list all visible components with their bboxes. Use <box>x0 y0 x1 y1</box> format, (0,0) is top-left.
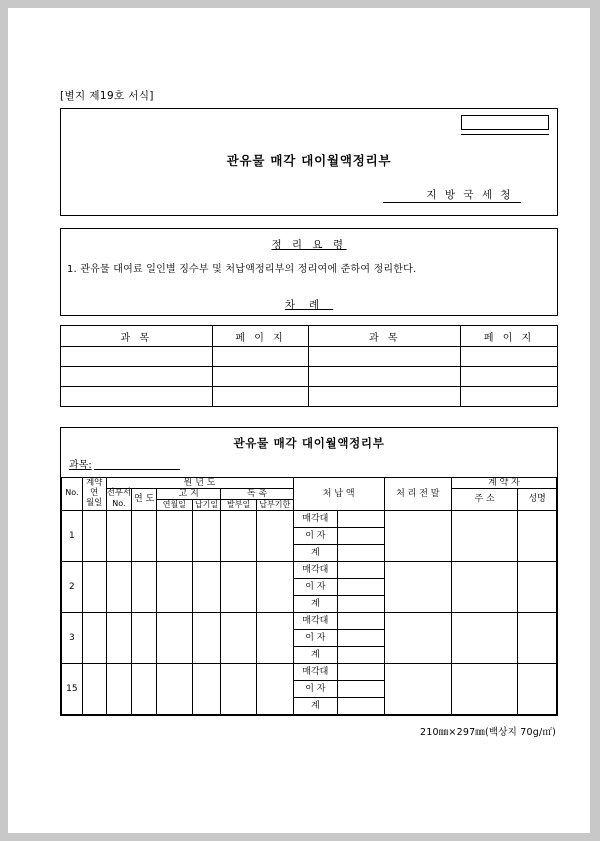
main-register-title: 관유물 매각 대이월액정리부 <box>233 436 385 450</box>
cell-contract-date[interactable] <box>82 510 106 561</box>
cell-address[interactable] <box>451 510 517 561</box>
toc-heading-right: 례 <box>309 299 334 311</box>
cell-transfer-doc-no[interactable] <box>106 561 132 612</box>
amount-label-total: 계 <box>293 646 338 663</box>
register-grid <box>61 477 557 715</box>
toc-cell-page[interactable] <box>461 347 558 367</box>
amount-label-interest: 이 자 <box>293 680 338 697</box>
cell-amount-total[interactable] <box>338 646 385 663</box>
cell-address[interactable] <box>451 663 517 714</box>
cell-disposal[interactable] <box>384 561 451 612</box>
amount-label-sale: 매각대 <box>293 612 338 629</box>
contract-date-line-3: 월일 <box>85 497 103 508</box>
document-page <box>8 8 590 833</box>
toc-heading <box>61 297 557 312</box>
cell-urge-due[interactable] <box>256 612 293 663</box>
cell-amount-interest[interactable] <box>338 578 385 595</box>
cell-year[interactable] <box>132 510 157 561</box>
col-header-original-year: 원 년 도 <box>106 478 293 489</box>
toc-cell-item[interactable] <box>61 347 213 367</box>
cell-year[interactable] <box>132 612 157 663</box>
subject-field <box>69 456 557 471</box>
toc-cell-item[interactable] <box>309 367 461 387</box>
amount-label-sale: 매각대 <box>293 510 338 527</box>
col-header-notice: 고 지 <box>157 489 221 500</box>
cell-notice-due[interactable] <box>192 663 221 714</box>
col-header-address: 주 소 <box>451 489 517 511</box>
col-header-notice-date: 연월일 <box>157 500 193 510</box>
guideline-box <box>60 228 558 316</box>
transfer-doc-line-1: 전부서 <box>106 488 132 499</box>
cell-transfer-doc-no[interactable] <box>106 510 132 561</box>
cell-contract-date[interactable] <box>82 663 106 714</box>
agency-underline <box>383 202 521 203</box>
cell-amount-interest[interactable] <box>338 680 385 697</box>
agency-name: 지 방 국 세 청 <box>426 189 513 201</box>
toc-cell-item[interactable] <box>309 387 461 407</box>
cell-amount-total[interactable] <box>338 697 385 714</box>
document-title: 관유물 매각 대이월액정리부 <box>226 153 392 168</box>
col-header-notice-due: 납기일 <box>192 500 221 510</box>
col-header-no: No. <box>62 478 83 511</box>
table-row <box>61 347 558 367</box>
grid-header-row-1 <box>62 478 557 489</box>
col-header-name: 성명 <box>518 489 557 511</box>
table-row <box>62 612 557 629</box>
cell-address[interactable] <box>451 561 517 612</box>
cell-urge-due[interactable] <box>256 663 293 714</box>
toc-cell-page[interactable] <box>212 367 309 387</box>
row-number: 2 <box>62 561 83 612</box>
row-number: 1 <box>62 510 83 561</box>
toc-cell-item[interactable] <box>309 347 461 367</box>
contract-date-line-2: 연 <box>90 487 99 498</box>
transfer-doc-line-2: No. <box>112 498 126 508</box>
toc-header-page-2: 페 이 지 <box>461 326 558 347</box>
cell-amount-sale[interactable] <box>338 561 385 578</box>
row-number: 3 <box>62 612 83 663</box>
col-header-disposal: 처 리 전 말 <box>384 478 451 511</box>
paper-specification: 210㎜×297㎜(백상지 70g/㎡) <box>419 726 556 738</box>
cell-name[interactable] <box>518 510 557 561</box>
toc-cell-page[interactable] <box>212 347 309 367</box>
cell-disposal[interactable] <box>384 510 451 561</box>
subject-label: 과목: <box>69 460 92 471</box>
cell-amount-sale[interactable] <box>338 612 385 629</box>
cell-transfer-doc-no[interactable] <box>106 663 132 714</box>
cell-urge-due[interactable] <box>256 561 293 612</box>
table-of-contents <box>60 325 558 407</box>
toc-cell-page[interactable] <box>461 387 558 407</box>
cell-contract-date[interactable] <box>82 612 106 663</box>
cell-urge-issued[interactable] <box>221 561 257 612</box>
cell-notice-date[interactable] <box>157 510 193 561</box>
amount-label-sale: 매각대 <box>293 561 338 578</box>
cell-urge-issued[interactable] <box>221 663 257 714</box>
register-body <box>62 510 557 714</box>
table-row <box>61 387 558 407</box>
amount-label-interest: 이 자 <box>293 578 338 595</box>
cell-notice-due[interactable] <box>192 561 221 612</box>
cell-transfer-doc-no[interactable] <box>106 612 132 663</box>
amount-label-total: 계 <box>293 544 338 561</box>
cell-year[interactable] <box>132 561 157 612</box>
cell-amount-sale[interactable] <box>338 510 385 527</box>
toc-header-page-1: 페 이 지 <box>212 326 309 347</box>
stamp-area <box>461 115 549 135</box>
col-header-contractor: 계 약 자 <box>451 478 556 489</box>
cell-urge-issued[interactable] <box>221 612 257 663</box>
col-header-urge-issued: 발부일 <box>221 500 257 510</box>
form-number: [별지 제19호 서식] <box>60 90 154 102</box>
toc-cell-page[interactable] <box>212 387 309 407</box>
table-row <box>62 663 557 680</box>
cell-amount-interest[interactable] <box>338 629 385 646</box>
amount-label-interest: 이 자 <box>293 527 338 544</box>
table-row <box>61 367 558 387</box>
toc-header-row <box>61 326 558 347</box>
cell-year[interactable] <box>132 663 157 714</box>
toc-cell-item[interactable] <box>61 387 213 407</box>
amount-label-total: 계 <box>293 697 338 714</box>
col-header-arrears: 처 납 액 <box>293 478 384 511</box>
stamp-box[interactable] <box>461 115 549 130</box>
table-row <box>62 510 557 527</box>
toc-cell-item[interactable] <box>61 367 213 387</box>
toc-header-item-1: 과 목 <box>61 326 213 347</box>
cell-notice-due[interactable] <box>192 612 221 663</box>
main-register-box <box>60 427 558 716</box>
toc-cell-page[interactable] <box>461 367 558 387</box>
cell-address[interactable] <box>451 612 517 663</box>
col-header-contract-date <box>82 478 106 511</box>
cell-notice-due[interactable] <box>192 510 221 561</box>
cell-name[interactable] <box>518 612 557 663</box>
col-header-year: 연 도 <box>132 489 157 511</box>
cell-disposal[interactable] <box>384 663 451 714</box>
amount-label-sale: 매각대 <box>293 663 338 680</box>
form-sheet <box>60 88 558 803</box>
cell-amount-sale[interactable] <box>338 663 385 680</box>
stamp-underline <box>461 134 549 135</box>
guideline-item-1: 1. 관유물 대여료 일인별 징수부 및 처납액정리부의 정리여에 준하여 정리한다. <box>67 264 417 275</box>
amount-label-total: 계 <box>293 595 338 612</box>
cell-name[interactable] <box>518 561 557 612</box>
cell-name[interactable] <box>518 663 557 714</box>
cell-notice-date[interactable] <box>157 663 193 714</box>
subject-input[interactable] <box>94 469 180 470</box>
contract-date-line-1: 계약 <box>85 478 103 489</box>
cell-urge-issued[interactable] <box>221 510 257 561</box>
cell-amount-total[interactable] <box>338 544 385 561</box>
cell-urge-due[interactable] <box>256 510 293 561</box>
toc-header-item-2: 과 목 <box>309 326 461 347</box>
cell-disposal[interactable] <box>384 612 451 663</box>
row-number: 15 <box>62 663 83 714</box>
cell-notice-date[interactable] <box>157 612 193 663</box>
cell-notice-date[interactable] <box>157 561 193 612</box>
amount-label-interest: 이 자 <box>293 629 338 646</box>
cell-amount-interest[interactable] <box>338 527 385 544</box>
toc-heading-left: 차 <box>284 299 309 311</box>
cell-contract-date[interactable] <box>82 561 106 612</box>
table-row <box>62 561 557 578</box>
guideline-heading: 정 리 요 령 <box>271 239 347 251</box>
col-header-transfer-doc-no <box>106 489 132 511</box>
title-box <box>60 108 558 216</box>
col-header-urge-due: 납부기한 <box>256 500 293 510</box>
col-header-urge: 독 촉 <box>221 489 293 500</box>
cell-amount-total[interactable] <box>338 595 385 612</box>
